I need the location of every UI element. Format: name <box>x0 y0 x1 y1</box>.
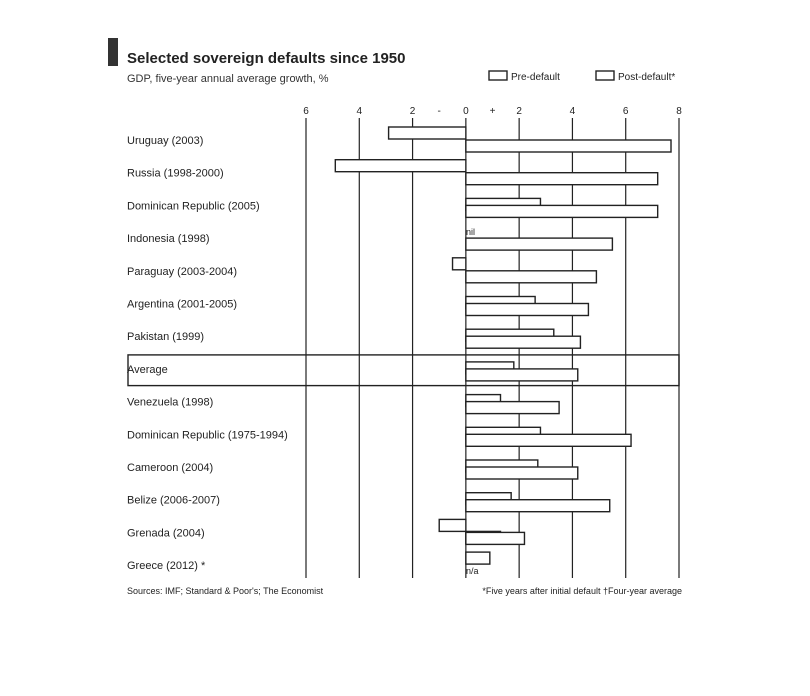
bars <box>335 127 671 564</box>
category-label: Argentina (2001-2005) <box>127 298 238 311</box>
legend-swatch-pre-default <box>489 71 507 80</box>
bar-post-default <box>466 205 658 217</box>
category-label: Russia (1998-2000) <box>127 167 224 180</box>
x-tick-label: 6 <box>303 106 309 117</box>
category-label: Pakistan (1999) <box>127 331 205 344</box>
bar-post-default <box>466 500 610 512</box>
category-label: Uruguay (2003) <box>127 135 204 147</box>
category-label: Grenada (2004) <box>127 527 205 540</box>
bar-post-default <box>466 304 589 316</box>
bar-pre-default <box>466 552 490 564</box>
category-label: Cameroon (2004) <box>127 462 214 474</box>
x-tick-label: 2 <box>516 106 522 117</box>
x-tick-label: 8 <box>676 106 682 117</box>
category-labels <box>127 135 288 572</box>
category-label: Belize (2006-2007) <box>127 494 220 507</box>
bar-post-default <box>466 532 525 544</box>
x-tick-label: + <box>489 106 496 117</box>
bar-post-default <box>466 336 581 348</box>
bar-post-default <box>466 271 597 283</box>
category-label: Indonesia (1998) <box>127 233 210 246</box>
bar-post-default <box>466 402 559 414</box>
x-tick-label: 6 <box>622 106 629 117</box>
chart-title: Selected sovereign defaults since 1950 <box>127 50 406 67</box>
highlight-band <box>128 355 679 386</box>
bar-post-default <box>466 467 578 479</box>
bar-post-default <box>466 238 613 250</box>
category-label: Venezuela (1998) <box>127 396 214 409</box>
value-label-indonesia-pre: nil <box>466 227 476 237</box>
legend-label-post-default: Post-default* <box>618 72 676 83</box>
category-label: Greece (2012) * <box>127 560 206 573</box>
bar-post-default <box>466 140 671 152</box>
x-axis-ticks <box>303 106 682 117</box>
value-label-greece-post: n/a <box>466 566 479 576</box>
category-label: Paraguay (2003-2004) <box>127 265 238 278</box>
bar-pre-default <box>335 160 466 172</box>
category-label: Dominican Republic (2005) <box>127 200 260 213</box>
average-highlight-band <box>128 355 679 386</box>
bar-post-default <box>466 369 578 381</box>
category-label: Dominican Republic (1975-1994) <box>127 429 288 442</box>
bar-post-default <box>466 434 631 446</box>
chart-subtitle: GDP, five-year annual average growth, % <box>127 73 329 85</box>
category-label: Average <box>127 363 168 376</box>
x-tick-label: - <box>437 106 441 117</box>
x-tick-label: 4 <box>569 106 576 117</box>
source-note: Sources: IMF; Standard & Poor's; The Economist <box>127 586 324 596</box>
legend <box>489 71 675 83</box>
x-tick-label: 4 <box>356 106 363 117</box>
title-accent-bar <box>108 38 118 66</box>
x-tick-label: 2 <box>409 106 416 117</box>
legend-label-pre-default: Pre-default <box>511 72 560 83</box>
bar-pre-default <box>453 258 466 270</box>
legend-swatch-post-default <box>596 71 614 80</box>
bar-post-default <box>466 173 658 185</box>
bar-pre-default <box>389 127 466 139</box>
x-tick-label: 0 <box>463 106 469 117</box>
footnote: *Five years after initial default †Four-year average <box>482 586 682 596</box>
bar-pre-default <box>439 519 466 531</box>
